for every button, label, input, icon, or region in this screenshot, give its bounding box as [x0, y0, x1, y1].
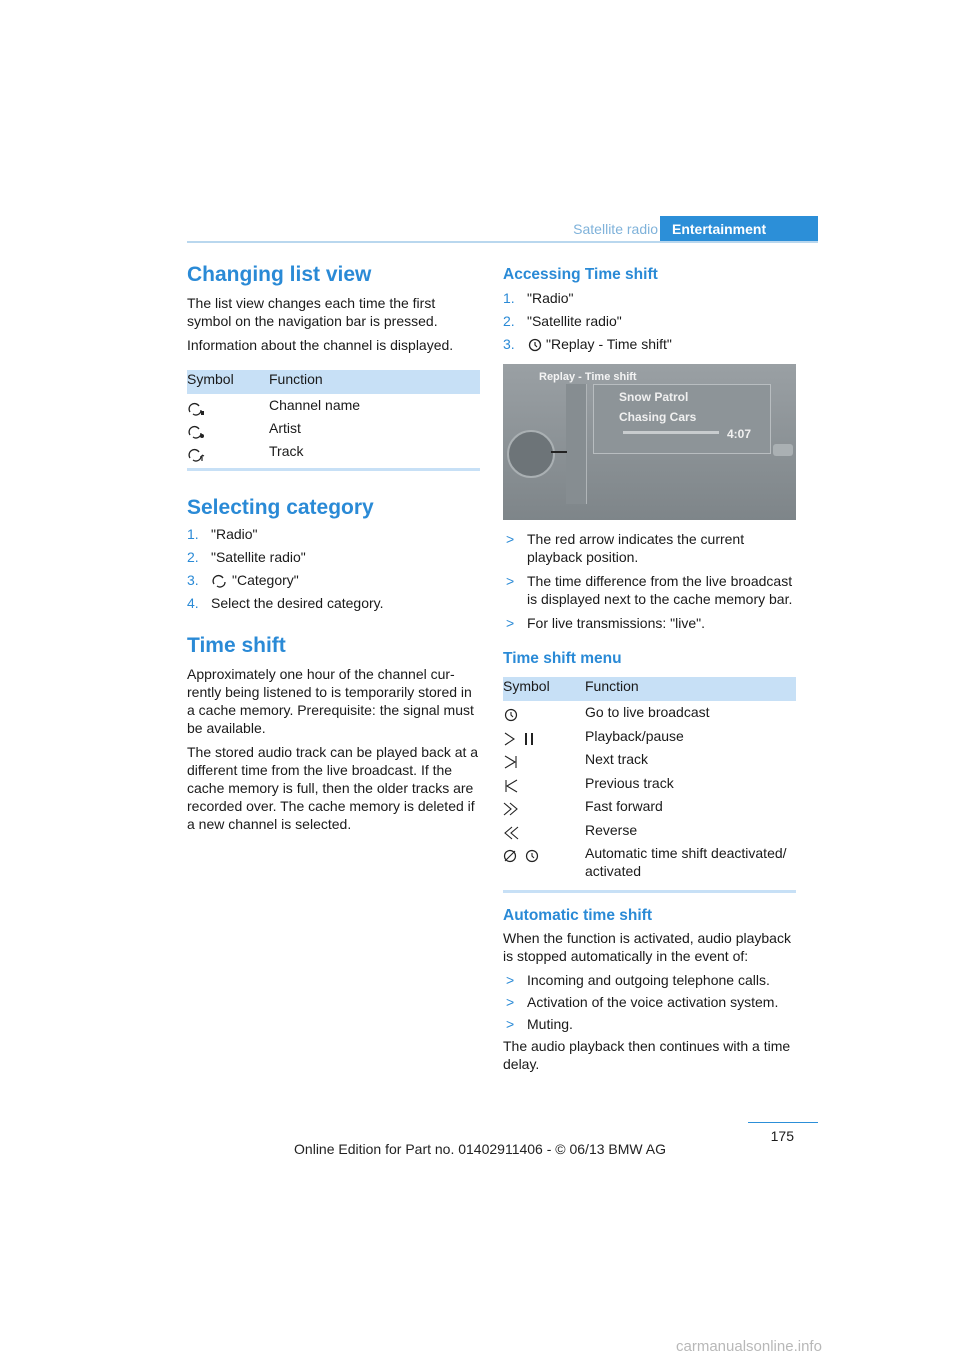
screen-title: Replay - Time shift	[539, 371, 637, 383]
left-column	[187, 263, 480, 833]
list-item	[503, 614, 796, 632]
table-end-rule	[503, 890, 796, 893]
footer-edition: Online Edition for Part no. 01402911406 - © 06/13 BMW AG	[294, 1141, 666, 1157]
list-item	[503, 530, 796, 566]
replay-icon	[527, 338, 543, 352]
list-item	[503, 1015, 796, 1033]
table-end-rule	[187, 468, 480, 471]
table-row	[503, 842, 796, 884]
time-shift-screen	[503, 364, 796, 520]
function-cell: Next track	[585, 751, 649, 767]
table-row	[503, 701, 796, 725]
previous-track-icon	[503, 779, 519, 793]
table-row	[503, 725, 796, 749]
right-column	[503, 266, 796, 1073]
play-pause-icon	[503, 732, 539, 746]
bullet-mark: >	[506, 615, 515, 631]
changing-list-view-heading: Changing list view	[187, 263, 372, 286]
time-shift-heading: Time shift	[187, 634, 286, 657]
auto-time-shift-icon	[503, 849, 543, 863]
header-section-title: Satellite radio	[573, 221, 658, 237]
table-row	[503, 795, 796, 819]
page-number: 175	[770, 1128, 794, 1144]
list-item	[503, 289, 796, 312]
table-row	[503, 819, 796, 843]
fast-forward-icon	[503, 802, 519, 816]
screen-track: Chasing Cars	[619, 410, 697, 424]
selecting-category-steps	[187, 525, 480, 617]
step-number: 4.	[187, 595, 199, 611]
list-item	[187, 571, 480, 594]
time-shift-menu-heading: Time shift menu	[503, 650, 622, 667]
header-chapter-tab: Entertainment	[660, 216, 818, 242]
step-text: "Radio"	[211, 526, 258, 542]
function-cell: Automatic time shift deactivated/ activated	[585, 845, 787, 879]
function-cell: Artist	[269, 420, 301, 436]
table-row	[187, 417, 480, 440]
function-cell: Reverse	[585, 821, 638, 838]
list-item	[503, 993, 796, 1011]
function-cell: Fast forward	[585, 798, 663, 814]
bullet-mark: >	[506, 994, 515, 1010]
function-column-header: Function	[269, 370, 480, 394]
screen-notes	[503, 530, 796, 632]
step-text: "Replay - Time shift"	[546, 336, 672, 352]
time-shift-para-1: Approximately one hour of the channel cur-rently being listened to is temporarily stored in a cache memory. Prerequisite: the signal must be available.	[187, 666, 474, 736]
automatic-intro: When the function is activated, audio playback is stopped automatically in the event of:	[503, 930, 791, 964]
header-rule	[187, 241, 818, 243]
accessing-time-shift-heading: Accessing Time shift	[503, 266, 658, 283]
table-row	[187, 440, 480, 463]
step-number: 1.	[503, 290, 515, 306]
cache-memory-bar	[623, 431, 719, 434]
selecting-category-heading: Selecting category	[187, 496, 374, 519]
list-view-para-2: Information about the channel is displayed.	[187, 337, 454, 353]
list-item	[187, 594, 480, 617]
track-icon	[187, 448, 205, 462]
list-item	[503, 312, 796, 335]
step-number: 2.	[503, 313, 515, 329]
step-text: Select the desired category.	[211, 595, 384, 611]
table-row	[187, 394, 480, 417]
footer-rule	[748, 1122, 818, 1123]
step-number: 3.	[187, 572, 199, 588]
step-text: "Satellite radio"	[527, 313, 622, 329]
category-icon	[211, 574, 229, 588]
symbol-column-header: Symbol	[503, 677, 585, 701]
list-view-para-1: The list view changes each time the first symbol on the navigation bar is pressed.	[187, 295, 438, 329]
list-view-symbol-table	[187, 370, 480, 471]
step-number: 3.	[503, 336, 515, 352]
accessing-steps	[503, 289, 796, 358]
function-cell: Playback/pause	[585, 727, 684, 744]
watermark: carmanualsonline.info	[676, 1338, 822, 1355]
bullet-text: The time difference from the live broadcast is displayed next to the cache memory bar.	[527, 573, 793, 607]
bullet-mark: >	[506, 573, 515, 589]
list-item	[503, 572, 796, 608]
screen-nav-bar	[566, 384, 587, 504]
automatic-outro: The audio playback then continues with a time delay.	[503, 1038, 791, 1072]
step-number: 2.	[187, 549, 199, 565]
list-item	[503, 971, 796, 989]
bullet-mark: >	[506, 531, 515, 547]
step-text: "Satellite radio"	[211, 549, 306, 565]
screen-time: 4:07	[727, 427, 752, 441]
function-column-header: Function	[585, 677, 796, 701]
step-number: 1.	[187, 526, 199, 542]
bullet-mark: >	[506, 972, 515, 988]
screen-side-button	[773, 444, 793, 456]
function-cell: Channel name	[269, 397, 361, 413]
pointer-line	[551, 451, 567, 453]
artist-icon	[187, 425, 205, 439]
table-row	[503, 772, 796, 796]
function-cell: Go to live broadcast	[585, 704, 710, 720]
list-item	[503, 335, 796, 358]
step-text: "Category"	[232, 572, 299, 588]
time-shift-menu-table	[503, 677, 796, 893]
controller-knob	[507, 430, 555, 478]
function-cell: Track	[269, 443, 304, 459]
live-broadcast-icon	[503, 708, 519, 722]
channel-name-icon	[187, 402, 205, 416]
automatic-conditions	[503, 971, 796, 1033]
screen-artist: Snow Patrol	[619, 390, 689, 404]
bullet-text: Muting.	[527, 1016, 573, 1032]
bullet-mark: >	[506, 1016, 515, 1032]
bullet-text: Incoming and outgoing telephone calls.	[527, 972, 770, 988]
bullet-text: The red arrow indicates the current playback position.	[527, 531, 745, 565]
reverse-icon	[503, 826, 519, 840]
time-shift-para-2: The stored audio track can be played back at a different time from the live broadcast. If the cache memory is full, then the older tracks are recorded over. The cache memory is deleted if a new channel is selected.	[187, 744, 479, 832]
bullet-text: Activation of the voice activation system.	[527, 994, 779, 1010]
step-text: "Radio"	[527, 290, 574, 306]
next-track-icon	[503, 755, 519, 769]
symbol-column-header: Symbol	[187, 370, 269, 394]
table-row	[503, 748, 796, 772]
list-item	[187, 525, 480, 548]
automatic-time-shift-heading: Automatic time shift	[503, 907, 652, 924]
bullet-text: For live transmissions: "live".	[527, 615, 705, 631]
function-cell: Previous track	[585, 774, 674, 791]
list-item	[187, 548, 480, 571]
